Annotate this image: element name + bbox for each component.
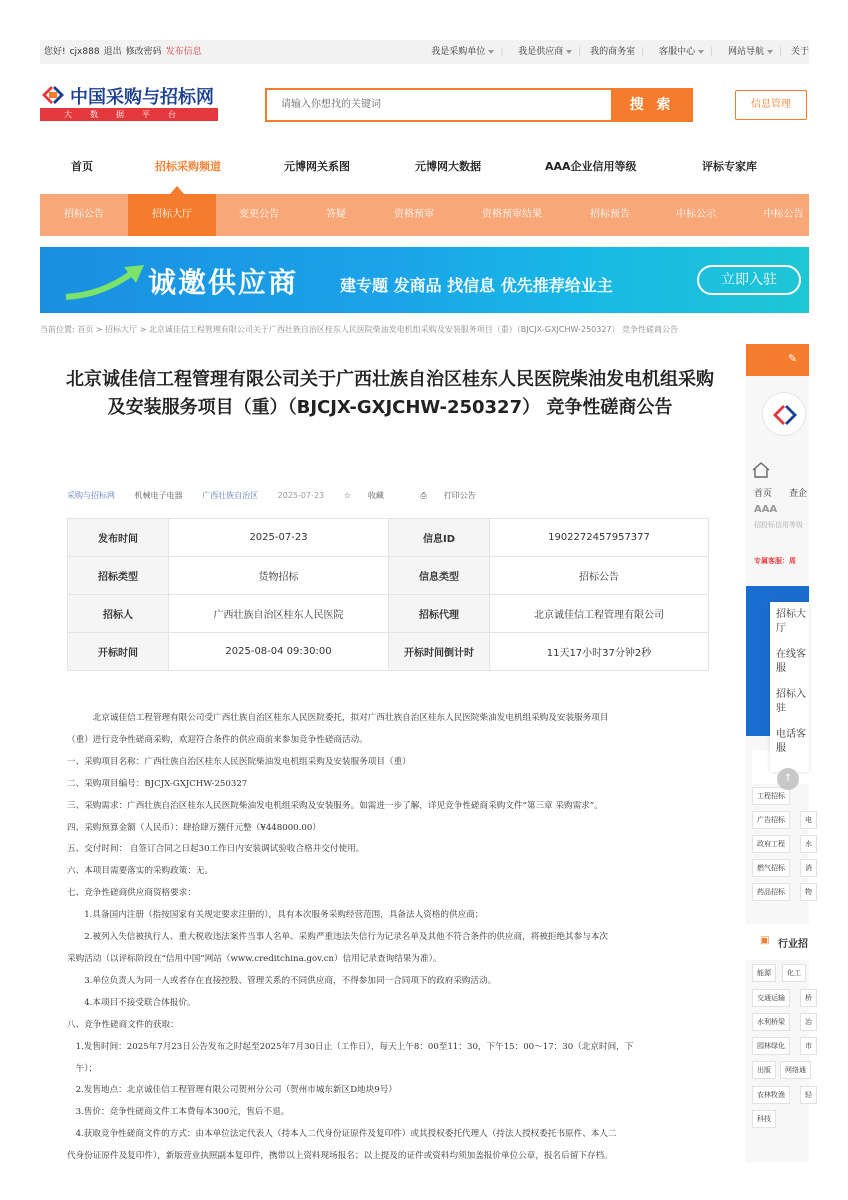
body-paragraph: 采购活动（以评标阶段在“信用中国”网站（www.creditchina.gov.cn）信用记录查询结果为准）。 <box>67 953 442 964</box>
main-nav-credit-rating[interactable]: AAA企业信用等级 <box>545 160 637 173</box>
tag-tech[interactable]: 科技 <box>752 1110 776 1128</box>
meta-date: 2025-07-23 <box>277 491 325 500</box>
body-paragraph: 4.获取竞争性磋商文件的方式：由本单位法定代表人（持本人二代身份证原件及复印件）或其授权委托代理人（持法人授权委托书原件、本人二 <box>67 1129 617 1140</box>
tag-water[interactable]: 水 <box>800 835 817 853</box>
body-paragraph: 4.本项目不接受联合体报价。 <box>67 997 196 1008</box>
back-to-top-icon[interactable]: ↑ <box>777 768 799 790</box>
logo-name: 中国采购与招标网 <box>70 87 214 108</box>
table-key: 发布时间 <box>68 519 169 557</box>
logout-link[interactable]: 退出 <box>103 47 122 57</box>
site-logo[interactable] <box>40 84 218 122</box>
sub-nav <box>40 194 809 236</box>
article <box>40 344 738 1200</box>
tag-transport[interactable]: 交通运输 <box>752 989 790 1007</box>
body-paragraph: 2.发售地点：北京诚佳信工程管理有限公司贺州分公司（贺州市城东新区D地块9号） <box>67 1085 397 1096</box>
tag-gov[interactable]: 政府工程 <box>752 835 790 853</box>
body-paragraph: 三、采购需求：广西壮族自治区桂东人民医院柴油发电机组采购及安装服务。如需进一步了解，详见竞争性磋商采购文件“第三章 采购需求”。 <box>67 800 603 811</box>
table-value: 货物招标 <box>169 557 389 595</box>
body-paragraph: 3.售价：竞争性磋商文件工本费每本300元，售后不退。 <box>67 1107 290 1118</box>
industry-section-header <box>746 924 809 960</box>
float-join[interactable]: 招标入驻 <box>776 689 806 714</box>
tag-ad[interactable]: 广告招标 <box>752 811 790 829</box>
body-paragraph: 北京诚佳信工程管理有限公司受广西壮族自治区桂东人民医院委托，拟对广西壮族自治区桂东人民医院柴油发电机组采购及安装服务项目 <box>67 713 609 723</box>
body-paragraph: 七、竞争性磋商供应商资格要求： <box>67 888 196 899</box>
body-paragraph: （重）进行竞争性磋商采购，欢迎符合条件的供应商前来参加竞争性磋商活动。 <box>67 734 368 745</box>
active-nav-indicator <box>170 186 184 194</box>
info-management-button[interactable]: 信息管理 <box>735 90 807 120</box>
tag-bridge[interactable]: 桥 <box>800 989 817 1007</box>
print-button[interactable]: ⎙ 打印公告 <box>420 491 476 500</box>
sidebar-aaa-sub: 招投标信用等级 <box>754 521 803 529</box>
body-paragraph: 1.发售时间：2025年7月23日公告发布之时起至2025年7月30日止（工作日），每天上午8：00至11：30，下午15：00～17：30（北京时间，下 <box>67 1041 634 1052</box>
sub-nav-tender-notice[interactable]: 招标公告 <box>64 209 104 220</box>
top-link-about[interactable]: 关于 <box>790 47 809 57</box>
sub-nav-tender-preview[interactable]: 招标预告 <box>590 209 630 220</box>
star-icon: ☆ <box>343 491 351 500</box>
main-nav-expert-library[interactable]: 评标专家库 <box>702 160 757 173</box>
banner-slogan: 建专题 发商品 找信息 优先推荐给业主 <box>340 276 613 295</box>
top-bar-left <box>44 40 206 64</box>
greeting: 您好! <box>44 47 66 57</box>
top-link-buyer[interactable]: 我是采购单位 <box>425 47 494 57</box>
table-key: 招标类型 <box>68 557 169 595</box>
table-key: 招标人 <box>68 595 169 633</box>
logo-mark-icon <box>40 84 66 106</box>
tag-goods[interactable]: 物 <box>800 883 817 901</box>
search-input[interactable]: 请输入你想找的关键词 <box>265 88 611 122</box>
sub-nav-change-notice[interactable]: 变更公告 <box>239 209 279 220</box>
float-phone-service[interactable]: 电话客服 <box>776 729 806 754</box>
supplier-banner[interactable] <box>40 247 809 313</box>
top-link-supplier[interactable]: 我是供应商 <box>512 47 572 57</box>
top-link-office[interactable]: 我的商务室 <box>590 47 636 57</box>
sub-nav-award-notice[interactable]: 中标公告 <box>763 209 804 220</box>
tag-energy[interactable]: 能源 <box>752 964 776 982</box>
tag-engineering[interactable]: 工程招标 <box>752 787 790 805</box>
top-bar <box>40 40 809 64</box>
sub-nav-tender-hall[interactable]: 招标大厅 <box>128 194 216 236</box>
sub-nav-qa[interactable]: 答疑 <box>326 209 346 220</box>
table-key: 信息ID <box>389 519 490 557</box>
main-nav-big-data[interactable]: 元博网大数据 <box>415 160 481 173</box>
main-nav-relation-graph[interactable]: 元博网关系图 <box>284 160 350 173</box>
change-password-link[interactable]: 修改密码 <box>125 47 162 57</box>
sub-nav-prequalification-result[interactable]: 资格预审结果 <box>482 209 542 220</box>
tag-metal[interactable]: 冶 <box>800 1013 817 1031</box>
body-paragraph: 二、采购项目编号：BJCJX-GXJCHW-250327 <box>67 778 248 789</box>
sidebar-aaa: AAA <box>754 504 778 515</box>
growth-arrow-icon <box>62 261 162 301</box>
chevron-down-icon <box>488 50 494 54</box>
article-meta <box>67 490 510 501</box>
table-value: 1902272457957377 <box>490 519 709 557</box>
tag-light[interactable]: 轻 <box>800 1086 817 1104</box>
industry-title: 行业招 <box>778 939 808 950</box>
tag-chem[interactable]: 化工 <box>782 964 806 982</box>
table-key: 信息类型 <box>389 557 490 595</box>
table-value: 2025-07-23 <box>169 519 389 557</box>
tag-publish[interactable]: 出版 <box>752 1061 776 1079</box>
page-title: 北京诚佳信工程管理有限公司关于广西壮族自治区桂东人民医院柴油发电机组采购及安装服务项目（重）（BJCJX-GXJCHW-250327） 竞争性磋商公告 <box>66 369 714 418</box>
tag-fire[interactable]: 消 <box>800 859 817 877</box>
tag-medicine[interactable]: 药品招标 <box>752 883 790 901</box>
join-now-button[interactable]: 立即入驻 <box>697 265 801 295</box>
body-paragraph: 四、采购预算金额（人民币）：肆拾肆万捌仟元整（¥448000.00） <box>67 822 321 833</box>
body-paragraph: 1.具备国内注册（指按国家有关规定要求注册的），具有本次服务采购经营范围，具备法人资格的供应商； <box>67 910 484 921</box>
main-nav-home[interactable]: 首页 <box>71 160 93 173</box>
meta-industry[interactable]: 机械电子电器 <box>134 491 183 500</box>
table-value: 2025-08-04 09:30:00 <box>169 633 389 671</box>
table-value: 招标公告 <box>490 557 709 595</box>
top-link-sitemap[interactable]: 网站导航 <box>722 47 773 57</box>
home-icon <box>752 462 770 478</box>
edit-icon[interactable]: ✎ <box>788 352 798 365</box>
body-paragraph: 代身份证原件及复印件），新版营业执照副本复印件，携带以上资料现场报名；以上提及的证件或资料均须加盖报价单位公章，报名后留下存档。 <box>67 1151 613 1162</box>
body-paragraph: 午）； <box>67 1063 98 1074</box>
publish-info-link[interactable]: 发布信息 <box>165 47 202 57</box>
company-logo <box>762 392 806 436</box>
chevron-down-icon <box>767 50 773 54</box>
table-key: 开标时间 <box>68 633 169 671</box>
top-link-service[interactable]: 客服中心 <box>653 47 704 57</box>
body-paragraph: 八、竞争性磋商文件的获取： <box>67 1019 179 1030</box>
table-key: 开标时间倒计时 <box>389 633 490 671</box>
username[interactable]: cjx888 <box>69 47 100 57</box>
tag-garden[interactable]: 园林绿化 <box>752 1037 790 1055</box>
sub-nav-award-publicity[interactable]: 中标公示 <box>676 209 716 220</box>
float-online-service[interactable]: 在线客服 <box>776 649 806 674</box>
sidebar-home[interactable] <box>752 462 808 499</box>
article-body <box>67 708 717 1168</box>
sub-nav-prequalification[interactable]: 资格预审 <box>394 209 434 220</box>
chevron-down-icon <box>698 50 704 54</box>
meta-category[interactable]: 采购与招标网 <box>67 491 115 500</box>
tag-network[interactable]: 网络通 <box>780 1061 811 1079</box>
logo-subtitle: 大数据平台 <box>40 108 218 121</box>
table-value: 北京诚佳信工程管理有限公司 <box>490 595 709 633</box>
info-table <box>67 518 709 671</box>
sidebar-home-label: 首页 <box>754 489 773 499</box>
main-nav <box>40 150 809 184</box>
table-row <box>68 519 709 557</box>
print-icon: ⎙ <box>420 491 427 500</box>
tag-gas[interactable]: 燃气招标 <box>752 859 790 877</box>
table-row <box>68 595 709 633</box>
body-paragraph: 2.被列入失信被执行人、重大税收违法案件当事人名单、采购严重违法失信行为记录名单及其他不符合条件的供应商，将被拒绝其参与本次 <box>67 932 609 943</box>
tag-hydro[interactable]: 水利桥梁 <box>752 1013 790 1031</box>
main-nav-bidding-channel[interactable]: 招标采购频道 <box>155 160 221 173</box>
table-key: 招标代理 <box>389 595 490 633</box>
table-value: 广西壮族自治区桂东人民医院 <box>169 595 389 633</box>
floating-service-panel <box>770 602 809 772</box>
top-bar-right: 我是采购单位 | 我是供应商 | 我的商务室 | 客服中心 | 网站导航 | 关于 <box>419 40 809 64</box>
meta-region[interactable]: 广西壮族自治区 <box>202 491 259 500</box>
tag-agri[interactable]: 农林牧渔 <box>752 1086 790 1104</box>
company-logo-icon <box>763 393 807 437</box>
body-paragraph: 五、交付时间： 自签订合同之日起30工作日内安装调试验收合格并交付使用。 <box>67 844 365 855</box>
search-button[interactable]: 搜 索 <box>611 88 693 122</box>
chevron-down-icon <box>566 50 572 54</box>
sidebar-query-label[interactable]: 查企 <box>789 489 808 499</box>
table-row <box>68 633 709 671</box>
banner-headline: 诚邀供应商 <box>148 266 299 299</box>
favorite-button[interactable]: ☆ 收藏 <box>343 491 384 500</box>
countdown-value: 11天17小时37分钟2秒 <box>490 633 709 671</box>
table-row <box>68 557 709 595</box>
float-tender-hall[interactable]: 招标大厅 <box>776 609 806 634</box>
breadcrumb[interactable]: 当前位置: 首页 > 招标大厅 > 北京诚佳信工程管理有限公司关于广西壮族自治区桂东人民医院柴油发电机组采购及安装服务项目（重）（BJCJX-GXJCHW-250327） 竞争性磋商公告 <box>40 325 679 334</box>
industry-icon: ▣ <box>760 935 770 946</box>
body-paragraph: 一、采购项目名称：广西壮族自治区桂东人民医院柴油发电机组采购及安装服务项目（重） <box>67 756 411 767</box>
tag-elec[interactable]: 电 <box>800 811 817 829</box>
sidebar-service[interactable]: 专属客服：周 <box>754 557 796 565</box>
body-paragraph: 3.单位负责人为同一人或者存在直接控股、管理关系的不同供应商，不得参加同一合同项下的政府采购活动。 <box>67 975 497 986</box>
body-paragraph: 六、本项目需要落实的采购政策：无。 <box>67 866 214 877</box>
tag-city[interactable]: 市 <box>800 1037 817 1055</box>
